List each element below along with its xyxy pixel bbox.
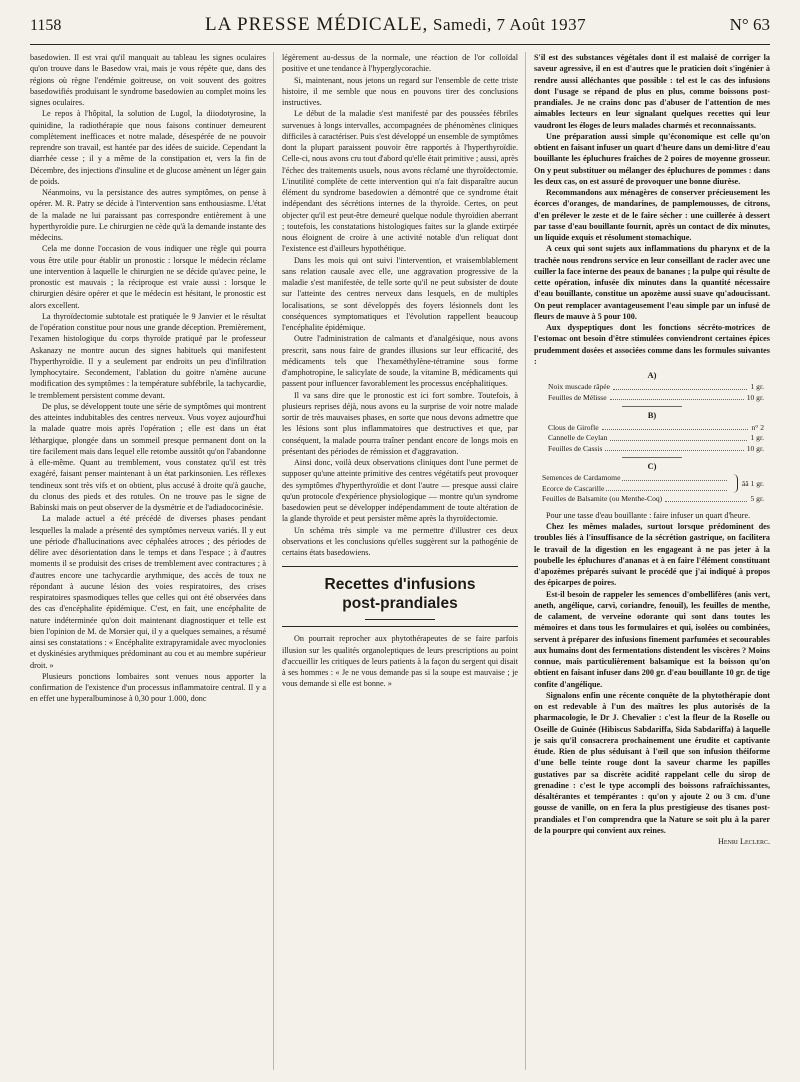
recipe-line: [534, 382, 770, 393]
page-number: 1158: [30, 17, 62, 34]
ingredient-amount: n° 2: [751, 422, 764, 432]
recipe-label: C): [647, 461, 657, 471]
publication-title: [205, 14, 586, 36]
column-1: [30, 52, 266, 1076]
ingredient-amount: 10 gr.: [746, 392, 764, 402]
paragraph: Il va sans dire que le pronostic est ici fort sombre. Toutefois, à plusieurs reprises déjà, nous avons eu la surprise de voir notre malade sortir de très mauvaises phases, en sorte que nous devons admettre que les lésions sont plus inflammatoires que destructives et que, par conséquent, la malade pourra traîner pendant encore de longs mois en présentant des périodes de rémission et d'aggravation.: [282, 390, 518, 456]
paragraph: Dans les mois qui ont suivi l'intervention, et vraisemblablement sans relation causale avec elle, une aggravation progressive de la maladie s'est manifestée, de telle sorte qu'il ne peut subsister de doute sur l'atteinte des centres nerveux dans lesquels, en de multiples localisations, se sont développés des foyers lésionnels dont les conséquences symptomatiques et l'évolution rappellent beaucoup l'encéphalite épidémique.: [282, 255, 518, 332]
column-divider-1: [273, 52, 274, 1070]
ingredient-name: Feuilles de Balsamite (ou Menthe-Coq): [542, 494, 663, 504]
recipe-line: [534, 444, 770, 455]
page-header: [30, 14, 770, 45]
recipe-label: B): [647, 410, 657, 421]
column-divider-2: [525, 52, 526, 1070]
recipe-separator: [622, 457, 682, 458]
recipe-separator: [622, 406, 682, 407]
paragraph: La thyroïdectomie subtotale est pratiquée le 9 Janvier et le résultat de l'opération constitue pour nous une grande déception. Premièrement, l'examen histologique du corps thyroïde pratiqué par le professeur Askanazy ne montre aucun des signes habituels qui manifestent l'hyperthyroïdie. Il y a seulement par endroits un peu d'infiltration lymphocytaire. Secondement, l'ablation du goitre n'amène aucune modification des symptômes : la température subfébrile, la tachycardie, le tremblement persistent comme devant.: [30, 311, 266, 400]
paragraph: légèrement au-dessus de la normale, une réaction de l'or colloïdal positive et une tendance à l'hyperglycorachie.: [282, 53, 518, 74]
ingredient-name: Feuilles de Mélisse: [548, 392, 607, 402]
title-rule: [365, 619, 435, 620]
ingredient-name: Ecorce de Cascarille: [542, 483, 605, 493]
article-title-line-2: post-prandiales: [342, 595, 458, 613]
ingredient-name: Cannelle de Ceylan: [548, 433, 608, 442]
publication-date: Samedi, 7 Août 1937: [433, 15, 587, 34]
paragraph: Recommandons aux ménagères de conserver précieusement les écorces d'oranges, de mandarines, de pamplemousses, de citrons, d'en prélever le zeste et de le faire sécher : une cuillerée à dessert par tasse d'eau bouillante fournit, après un contact de dix minutes, un liquide exquis et résolument stomachique.: [534, 188, 770, 242]
ingredient-amount: 5 gr.: [750, 494, 764, 504]
paragraph: Néanmoins, vu la persistance des autres symptômes, on pense à opérer. M. R. Patry se décide à l'intervention sans enthousiasme. L'état de la malade ne lui paraissant pas correspondre entièrement à une hyperthyroïdie pure. Le chirurgien ne cède qu'à la demande instante des médecins.: [30, 188, 266, 242]
recipe-c: [534, 461, 770, 510]
paragraph: Si, maintenant, nous jetons un regard sur l'ensemble de cette triste histoire, il me semble que nous en pouvons tirer des conclusions instructives.: [282, 75, 518, 107]
column-3: [534, 52, 770, 1076]
article-intro: On pourrait reprocher aux phytothérapeutes de se faire parfois illusion sur les qualités organoleptiques de leurs prescriptions au point d'accueillir les critiques de leurs patients à la façon du sergent qui disait à ses hommes : « Je ne vous demande pas si la soupe est mauvaise ; je vous demande si elle est bonne. »: [282, 634, 518, 689]
article-title-line-1: Recettes d'infusions: [324, 576, 476, 594]
recipe-b: [534, 410, 770, 458]
paragraph: Le début de la maladie s'est manifesté par des poussées fébriles survenues à longs intervalles, accompagnées de phénomènes cliniques difficiles à caractériser. Puis s'est développé un ensemble de symptômes dont la plupart paraissent pouvoir être rapportés à l'hyperthyroïdie. Celle-ci, nous avons cru tout d'abord qu'elle était primitive ; aussi, après l'échec des traitements usuels, nous avons réclamé une thyroïdectomie. L'inutilité complète de cette intervention qui n'a fait disparaître aucun élément du syndrome basedowien a démontré que ce syndrome était indépendant des sécrétions internes de la thyroïde. Certes, on peut objecter qu'il est peut-être demeuré quelque nodule thyroïdien aberrant ; toutefois, les constatations histologiques faites sur la glande extirpée nous éloignent de croire à une activité notable d'un reliquat dont l'existence est d'ailleurs hypothétique.: [282, 109, 518, 254]
recipe-line: [534, 393, 770, 404]
recipe-a: [534, 370, 770, 407]
ingredient-amount: 1 gr.: [750, 433, 764, 442]
recipe-group: [534, 473, 770, 494]
ingredient-name: Clous de Girofle: [548, 422, 599, 432]
paragraph: Plusieurs ponctions lombaires sont venues nous apporter la confirmation de l'existence d'un processus inflammatoire central. Il y a en effet une hyperalbuminose à 0,30 pour 1.000, donc: [30, 671, 266, 704]
recipe-line: [534, 423, 770, 434]
paragraph: La malade actuel a été précédé de diverses phases pendant lesquelles la malade a présenté des symptômes nerveux variés. Il y eut une période d'hallucinations avec céphalées atroces ; des périodes de délire avec désorientation dans le temps et dans l'espace ; à d'autres moments il se produisit des crises de tremblement avec contractures ; à d'autres encore une tachycardie arythmique, des accès de toux ne répondant à aucune lésion des voies respiratoires, des crises respiratoires spasmodiques telles que celles qui ont été observées dans des cas d'encéphalite épidémique. C'est, en fait, une encéphalite de nature indéterminée qu'on doit maintenant diagnostiquer et telle est bien l'opinion de M. de Morsier qui, il y a quelques semaines, a résumé ainsi ses constatations : « Encéphalite extrapyramidale avec myoclonies et dyskinésies arythmiques prédominant au cou et au membre supérieur droit. »: [30, 514, 266, 670]
paragraph: Le repos à l'hôpital, la solution de Lugol, la diiodotyrosine, la quinidine, la radiothérapie que nous faisons continuer demeurent complètement inefficaces et notre malade, désespérée de ne pouvoir reprendre son travail, est hantée par des idées de suicide. Cependant la diarrhée cesse ; il y a même de la constipation et, vers la fin de Décembre, des injections d'insuline et de glucose amènent un léger gain de poids.: [30, 109, 266, 186]
paragraph: Une préparation aussi simple qu'économique est celle qu'on obtient en faisant infuser un quart d'heure dans un demi-litre d'eau bouillante les épluchures fraîches de 2 poires de moyenne grosseur. On y peut substituer ou mélanger des épluchures de pommes : dans les deux cas, on est assuré de provoquer une bonne diurèse.: [534, 131, 770, 186]
paragraph: A ceux qui sont sujets aux inflammations du pharynx et de la trachée nous rendrons service en leur conseillant de racler avec une cuiller la face interne des peaux de bananes ; la pulpe qui résulte de cette opération, infusée dix minutes dans la quantité nécessaire d'eau bouillante, constitue un apozème aussi suave qu'adoucissant. On peut remplacer avantageusement l'eau simple par un infusé de fleurs de mauve à 5 pour 100.: [534, 244, 770, 321]
ingredient-amount: ââ 1 gr.: [741, 478, 764, 488]
brace: [729, 474, 738, 493]
paragraph: Est-il besoin de rappeler les semences d'ombellifères (anis vert, aneth, angélique, carvi, coriandre, fenouil), les feuilles de menthe, de calament, de verveine odorante qui sont dans toutes les mémoires et dans tous les formulaires et qui, isolées ou combinées, servent à préparer des infusions finement parfumées et secourables aux humains dont des fermentations distendent les viscères ? Moins connue, mais particulièrement balsamique est la boisson qu'on obtient en faisant infuser dans 200 gr. d'eau bouillante 10 gr. de tige confite d'angélique.: [534, 589, 770, 689]
ingredient-name: Semences de Cardamome: [542, 473, 621, 483]
paragraph: S'il est des substances végétales dont il est malaisé de corriger la saveur agressive, il en est d'autres que le praticien doit s'ingénier à rendre aussi alléchantes que possible : tel est le cas des infusions dont l'usage se répand de plus en plus, comme boissons post-prandiales. Je ne crains donc pas d'abuser de l'attention de mes aimables lecteurs en leur signalant quelques recettes qui leur vaudront les éloges de leurs malades charmés et reconnaissants.: [534, 53, 770, 130]
ingredient-amount: 1 gr.: [750, 382, 764, 392]
paragraph: Pour une tasse d'eau bouillante : faire infuser un quart d'heure.: [546, 510, 751, 520]
paragraph: Aux dyspeptiques dont les fonctions sécréto-motrices de l'estomac ont besoin d'être stimulées conviendront certaines épices prudemment dosées et associées comme dans les formules suivantes :: [534, 323, 770, 366]
paragraph: Outre l'administration de calmants et d'analgésique, nous avons prescrit, sans nous faire de grandes illusions sur leur efficacité, des médicaments tels que l'hexaméthylène-tétramine sous forme d'amphotropine, le salicylate de soude, la vitamine B, médicaments qui passent pour influencer favorablement les processus encéphalitiques.: [282, 334, 518, 389]
recipe-label: A): [647, 370, 657, 380]
ingredient-name: Feuilles de Cassis: [548, 443, 603, 453]
article-title: [282, 575, 518, 613]
recipe-line: [534, 494, 770, 505]
paragraph: Cela me donne l'occasion de vous indiquer une règle qui pourra vous être utile pour établir un pronostic : lorsque le médecin réclame une intervention à laquelle le chirurgien ne se décide qu'avec peine, le pronostic est mauvais ; la réciproque est vraie aussi : lorsque le chirurgien désire opérer et que le médecin est hésitant, le pronostic est alors excellent.: [30, 244, 266, 310]
paragraph: Un schéma très simple va me permettre d'illustrer ces deux observations et les conclusions qu'elles suggèrent sur la pathogénie de certains états basedowiens.: [282, 525, 518, 557]
article-heading: [282, 566, 518, 627]
paragraph: Ainsi donc, voilà deux observations cliniques dont l'une permet de supposer qu'une atteinte primitive des centres végétatifs peut provoquer des symptômes d'hyperthyroïdie et dont l'autre — presque aussi claire qu'un protocole d'expérience physiologique — montre qu'un syndrome basedowien peut se développer indépendamment de toute altération de la glande thyroïde et peut persister même après la thyroïdectomie.: [282, 458, 518, 524]
ingredient-amount: 10 gr.: [746, 443, 764, 453]
issue-number: N° 63: [729, 15, 770, 34]
author-signature: Henri Leclerc.: [717, 837, 770, 846]
paragraph: Signalons enfin une récente conquête de la phytothérapie dont on est redevable à l'un des maîtres les plus autorisés de la pharmacologie, le Dr J. Chevalier : c'est la fleur de la Roselle ou Oseille de Guinée (Hibiscus Sabdariffa, Sida Sabdariffa) à laquelle je sais qu'il consacrera prochainement une érudite et captivante étude. Rien de plus séduisant à l'œil que son infusion théiforme d'une belle teinte rouge dont la saveur charme les papilles gustatives par sa discrète acidité rappelant celle du sirop de grenadine : c'est le type accompli des boissons rafraîchissantes, désaltérantes et tempérantes : qu'on y ajoute 2 ou 3 cm. d'une gousse de vanille, on en fera la plus prestigieuse des tisanes post-prandiales et l'on comprendra que la Nature se soit plu à la parer de la pourpre qui convient aux reines.: [534, 690, 770, 835]
ingredient-name: Noix muscade râpée: [548, 382, 610, 392]
paragraph: Chez les mêmes malades, surtout lorsque prédominent des troubles liés à l'insuffisance de la sécrétion gastrique, on facilitera le travail de la digestion en les engageant à ne pas jeter à la poubelle les épluchures d'ananas et à en faire l'élément constituant d'apozèmes préparés suivant le procédé que j'ai indiqué à propos des épicarpes de poires.: [534, 522, 770, 588]
publication-name: LA PRESSE MÉDICALE,: [204, 14, 429, 35]
paragraph: De plus, se développent toute une série de symptômes qui montrent des atteintes indubitables des centres nerveux. Vous voyez aujourd'hui la malade quatre mois après l'opération ; elle est dans un état léthargique, plongée dans un sommeil presque permanent dont on la tire facilement mais dans lequel elle retombe aussitôt qu'on l'abandonne à elle-même. Quant au tremblement, vous constatez qu'il est très exagéré, faisant penser maintenant à un état parkinsonien. Les réflexes tendineux sont très vifs et on obtient, plus accusé à droite qu'à gauche, du clonus des pieds et des rotules. On ne trouve pas le signe de Babinski mais on peut observer de la dysmétrie et de l'adiadococinésie.: [30, 401, 266, 512]
column-2: [282, 52, 518, 1076]
recipe-line: [534, 433, 770, 444]
paragraph: basedowien. Il est vrai qu'il manquait au tableau les signes oculaires qu'on trouve dans le Basedow vrai, mais je vous répète que, dans des régions où règne l'endémie goitreuse, on voit souvent des goitres basedowifiés produisant le syndrome basedowien au complet moins les signes oculaires.: [30, 53, 266, 107]
